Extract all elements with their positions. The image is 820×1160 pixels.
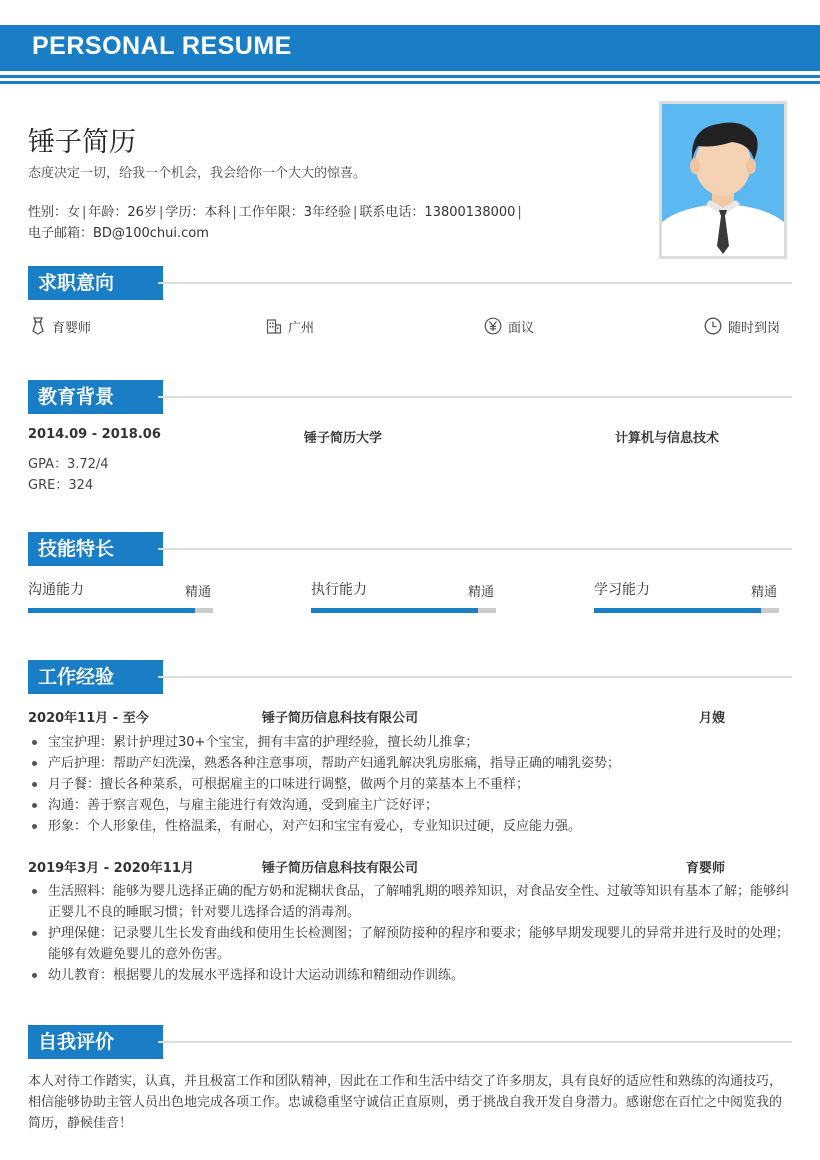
job-company: 锤子简历信息科技有限公司 [262,711,419,726]
clock-icon [704,317,722,335]
job-role: 育婴师 [686,861,726,876]
intent-position-label: 育婴师 [52,320,92,336]
intent-salary-label: 面议 [508,320,535,336]
skill-name: 学习能力 [594,582,650,598]
section-rule [158,282,792,284]
avatar-illustration [662,104,784,256]
skill-bar [28,608,213,613]
section-header-skills [28,532,792,566]
yen-icon [484,317,502,335]
section-title-intent: 求职意向 [28,266,163,300]
degree-info: 学历：本科 [165,205,231,220]
section-title-education: 教育背景 [28,380,163,414]
section-rule [158,676,792,678]
list-item: 沟通：善于察言观色，与雇主能进行有效沟通，受到雇主广泛好评； [28,795,792,816]
list-item: 形象：个人形象佳，性格温柔，有耐心，对产妇和宝宝有爱心，专业知识过硬，反应能力强。 [28,816,792,837]
intent-city-label: 广州 [288,320,315,336]
intent-salary [484,315,534,337]
section-rule [158,548,792,550]
age-info: 年龄：26岁 [88,205,157,220]
education-period: 2014.09 - 2018.06 [28,427,161,442]
section-title-self: 自我评价 [28,1025,163,1059]
section-header-self [28,1025,792,1059]
job-period: 2020年11月 - 至今 [28,711,149,726]
education-major: 计算机与信息技术 [615,431,720,446]
section-title-skills: 技能特长 [28,532,163,566]
list-item: 幼儿教育：根据婴儿的发展水平选择和设计大运动训练和精细动作训练。 [28,965,792,986]
skill-name: 执行能力 [311,582,367,598]
section-header-intent [28,266,792,300]
resume-name: 锤子简历 [28,127,136,158]
list-item: 月子餐：擅长各种菜系，可根据雇主的口味进行调整，做两个月的菜基本上不重样； [28,774,792,795]
building-icon [266,318,282,334]
intent-availability [704,315,780,337]
list-item: 护理保健：记录婴儿生长发育曲线和使用生长检测图；了解预防接种的程序和要求；能够早期发现婴儿的异常并进行及时的处理；能够有效避免婴儿的意外伤害。 [28,923,792,965]
section-title-work: 工作经验 [28,660,163,694]
phone-info: 联系电话：13800138000 [359,205,516,220]
intent-city [266,315,314,337]
tie-icon [30,317,46,335]
list-item: 生活照料：能够为婴儿选择正确的配方奶和泥糊状食品，了解哺乳期的喂养知识，对食品安全性、过敏等知识有基本了解；能够纠正婴儿不良的睡眠习惯；针对婴儿选择合适的消毒剂。 [28,881,792,923]
section-header-education [28,380,792,414]
gender-info: 性别：女 [28,205,81,220]
personal-info: 性别：女 | 年龄：26岁 | 学历：本科 | 工作年限：3年经验 | 联系电话：13800138000 | [28,205,522,220]
experience-info: 工作年限：3年经验 [238,205,352,220]
section-header-work [28,660,792,694]
section-rule [158,1041,792,1043]
job-period: 2019年3月 - 2020年11月 [28,861,194,876]
skill-name: 沟通能力 [28,582,84,598]
skill-level: 精通 [751,585,778,600]
skill-bar [311,608,496,613]
banner-title: PERSONAL RESUME [32,32,292,60]
skill-level: 精通 [185,585,212,600]
intent-availability-label: 随时到岗 [728,320,781,336]
education-gre: GRE：324 [28,478,94,493]
education-school: 锤子简历大学 [304,431,383,446]
education-gpa: GPA：3.72/4 [28,457,109,472]
skill-level: 精通 [468,585,495,600]
profile-photo [659,101,787,259]
job-role: 月嫂 [699,711,726,726]
intent-position [30,315,91,337]
job-duties-list [28,732,792,837]
skill-bar-fill [28,608,195,613]
skill-bar-fill [594,608,761,613]
self-evaluation-text: 本人对待工作踏实，认真，并且极富工作和团队精神，因此在工作和生活中结交了许多朋友，具有良好的适应性和熟练的沟通技巧，相信能够协助主管人员出色地完成各项工作。忠诚稳重坚守诚信正直原则，勇于挑战自我开发自身潜力。感谢您在百忙之中阅览我的简历，静候佳音！ [28,1074,783,1131]
email-info: 电子邮箱：BD@100chui.com [28,226,209,241]
skill-bar-fill [311,608,478,613]
list-item: 产后护理：帮助产妇洗澡，熟悉各种注意事项，帮助产妇通乳解决乳房胀痛，指导正确的哺乳姿势； [28,753,792,774]
banner-divider [0,81,820,84]
list-item: 宝宝护理：累计护理过30+个宝宝，拥有丰富的护理经验，擅长幼儿推拿； [28,732,792,753]
resume-motto: 态度决定一切，给我一个机会，我会给你一个大大的惊喜。 [28,166,367,181]
top-banner [0,25,820,71]
job-company: 锤子简历信息科技有限公司 [262,861,419,876]
section-rule [158,396,792,398]
banner-divider [0,75,820,78]
job-duties-list [28,881,792,986]
skill-bar [594,608,779,613]
